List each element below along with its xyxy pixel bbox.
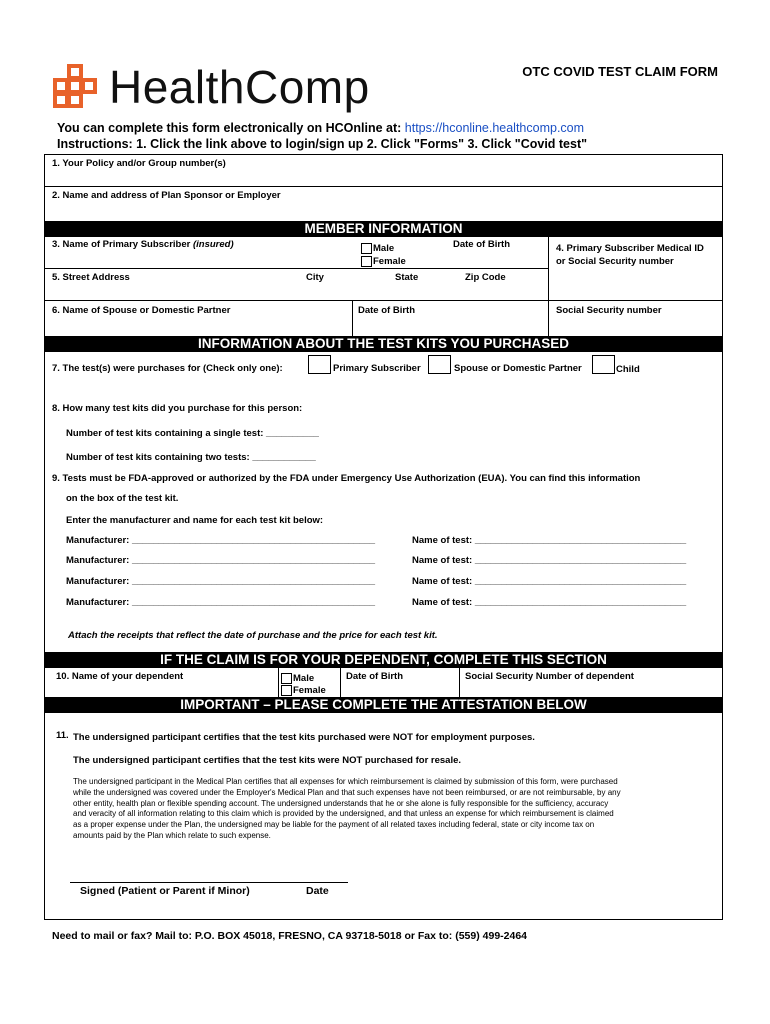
opt-spouse-label: Spouse or Domestic Partner (454, 363, 582, 374)
test-name-field-2[interactable]: Name of test: ________________________________________ (412, 555, 687, 566)
dependent-female-label: Female (293, 685, 326, 696)
q11-number: 11. (56, 730, 69, 741)
child-checkbox[interactable] (592, 355, 615, 374)
zip-label: Zip Code (465, 272, 506, 283)
brand-name: HealthComp (109, 61, 370, 113)
attach-receipts-note: Attach the receipts that reflect the date of purchase and the price for each test kit. (68, 630, 438, 641)
spouse-label: 6. Name of Spouse or Domestic Partner (52, 305, 231, 316)
form-title: OTC COVID TEST CLAIM FORM (522, 64, 718, 79)
manufacturer-field-4[interactable]: Manufacturer: ______________________________________________ (66, 597, 376, 608)
attestation-para-line: as a proper expense under the Plan, the undersigned may be liable for the payment of all related taxes including federal, state or city income tax on (73, 820, 595, 830)
attestation-para-line: amounts paid by the Plan which relate to such expense. (73, 830, 271, 840)
signature-date-label: Date (306, 885, 329, 897)
member-male-label: Male (373, 243, 395, 254)
attestation-para-line: while the undersigned was covered under the Employer's Medical Plan and that such expenses have not been reimbursed, or are not reimbursable, by any (73, 787, 621, 797)
mail-fax-instructions: Need to mail or fax? Mail to: P.O. BOX 45018, FRESNO, CA 93718-5018 or Fax to: (559) 499-2464 (52, 930, 528, 942)
member-male-checkbox[interactable] (361, 243, 372, 254)
enter-manufacturer-label: Enter the manufacturer and name for each test kit below: (66, 515, 324, 526)
city-label: City (306, 272, 324, 283)
intro-line-1 (57, 121, 584, 135)
manufacturer-field-3[interactable]: Manufacturer: ______________________________________________ (66, 576, 376, 587)
test-name-field-4[interactable]: Name of test: ________________________________________ (412, 597, 687, 608)
q8-label: 8. How many test kits did you purchase for this person: (52, 403, 303, 414)
sponsor-label: 2. Name and address of Plan Sponsor or Employer (52, 190, 281, 201)
attestation-line-2: The undersigned participant certifies that the test kits were NOT purchased for resale. (73, 755, 462, 766)
q7-label: 7. The test(s) were purchases for (Check only one): (52, 363, 283, 374)
signature-label: Signed (Patient or Parent if Minor) (80, 885, 250, 897)
dependent-female-checkbox[interactable] (281, 685, 292, 696)
attestation-section-header: IMPORTANT – PLEASE COMPLETE THE ATTESTATION BELOW (44, 697, 723, 713)
primary-subscriber-label: 3. Name of Primary Subscriber (insured) (52, 239, 234, 250)
manufacturer-field-1[interactable]: Manufacturer: ______________________________________________ (66, 535, 376, 546)
signature-line[interactable] (70, 882, 348, 883)
dependent-name-label: 10. Name of your dependent (56, 671, 184, 682)
dependent-male-label: Male (293, 673, 315, 684)
q9-line-2: on the box of the test kit. (66, 493, 179, 504)
manufacturer-field-2[interactable]: Manufacturer: ______________________________________________ (66, 555, 376, 566)
instructions: Instructions: 1. Click the link above to login/sign up 2. Click "Forms" 3. Click "Covid test" (57, 137, 588, 151)
ssn-label: Social Security number (556, 305, 662, 316)
two-test-field[interactable]: Number of test kits containing two tests: ____________ (66, 452, 316, 463)
attestation-line-1: The undersigned participant certifies that the test kits purchased were NOT for employment purposes. (73, 732, 535, 743)
hconline-link[interactable]: https://hconline.healthcomp.com (404, 121, 585, 135)
attestation-para-line: and veracity of all information relating to this claim which is provided by the undersigned, and that unless an expense for which reimbursement is claimed (73, 809, 614, 819)
member-dob-label: Date of Birth (453, 239, 510, 250)
test-name-field-3[interactable]: Name of test: ________________________________________ (412, 576, 687, 587)
member-section-header: MEMBER INFORMATION (44, 221, 723, 237)
attestation-para-line: The undersigned participant in the Medical Plan certifies that all expenses for which reimbursement is claimed by submission of this form, were purchased (73, 777, 618, 786)
member-id-label-1: 4. Primary Subscriber Medical ID (556, 243, 704, 254)
attestation-para-line: other entity, health plan or flexible spending account. The undersigned understands that he or she alone is fully responsible for the sufficiency, accuracy (73, 798, 609, 808)
spouse-dob-label: Date of Birth (358, 305, 415, 316)
member-female-label: Female (373, 256, 406, 267)
opt-child-label: Child (616, 364, 640, 375)
test-name-field-1[interactable]: Name of test: ________________________________________ (412, 535, 687, 546)
single-test-field[interactable]: Number of test kits containing a single test: __________ (66, 428, 319, 439)
opt-primary-label: Primary Subscriber (333, 363, 421, 374)
member-female-checkbox[interactable] (361, 256, 372, 267)
dependent-dob-label: Date of Birth (346, 671, 403, 682)
kits-section-header: INFORMATION ABOUT THE TEST KITS YOU PURCHASED (44, 336, 723, 352)
policy-label: 1. Your Policy and/or Group number(s) (52, 158, 226, 169)
intro-text: You can complete this form electronically on HCOnline at: (57, 121, 402, 135)
member-id-label-2: or Social Security number (556, 256, 674, 267)
state-label: State (395, 272, 419, 283)
q9-line-1: 9. Tests must be FDA-approved or authorized by the FDA under Emergency Use Authorization (EUA). You can find this information (52, 473, 641, 484)
street-label: 5. Street Address (52, 272, 130, 283)
dependent-male-checkbox[interactable] (281, 673, 292, 684)
dependent-ssn-label: Social Security Number of dependent (465, 671, 634, 682)
attestation-paragraph (73, 777, 713, 842)
primary-subscriber-checkbox[interactable] (308, 355, 331, 374)
spouse-checkbox[interactable] (428, 355, 451, 374)
dependent-section-header: IF THE CLAIM IS FOR YOUR DEPENDENT, COMPLETE THIS SECTION (44, 652, 723, 668)
